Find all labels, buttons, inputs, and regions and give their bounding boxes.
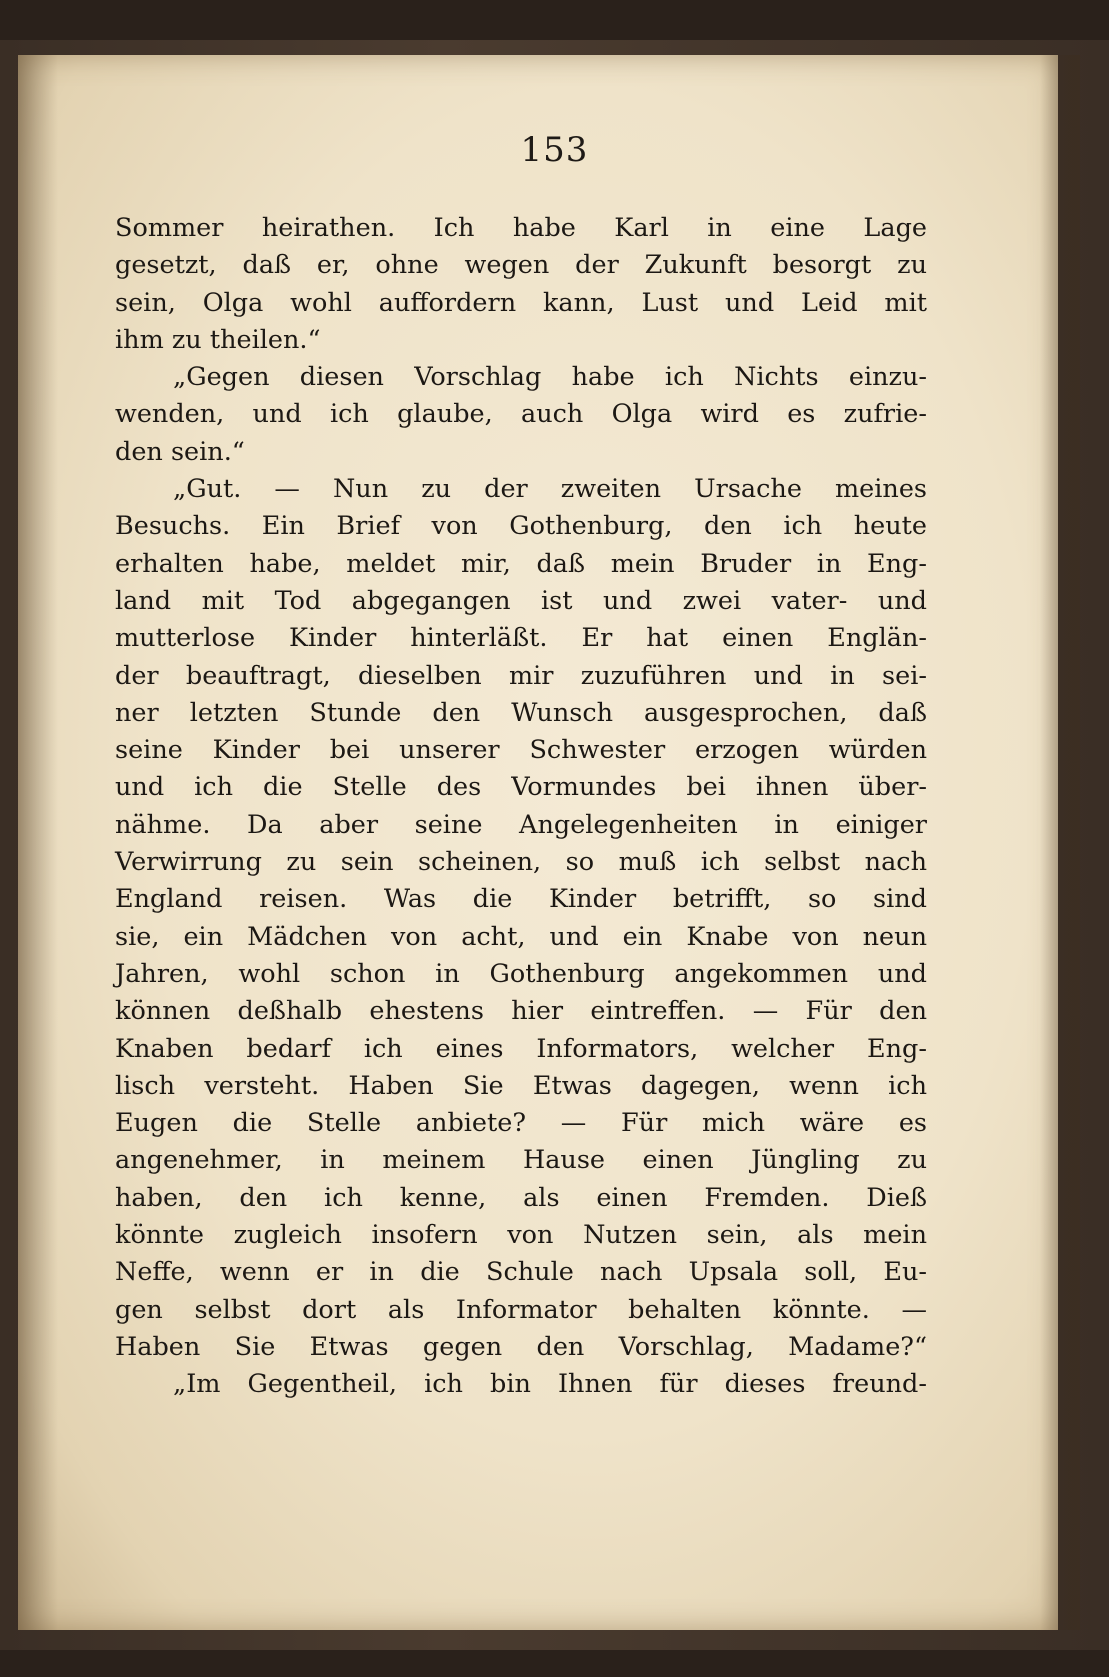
text-line: Verwirrung zu sein scheinen, so muß ich selbst nach (115, 847, 927, 878)
text-line: England reisen. Was die Kinder betrifft, so sind (115, 884, 927, 915)
text-line: Jahren, wohl schon in Gothenburg angekommen und (115, 958, 927, 989)
text-line: „Gut. — Nun zu der zweiten Ursache meines (173, 474, 927, 505)
text-line: land mit Tod abgegangen ist und zwei vater- und (115, 585, 927, 616)
text-line: Sommer heirathen. Ich habe Karl in eine Lage (115, 213, 927, 243)
text-line: „Gegen diesen Vorschlag habe ich Nichts einzu- (173, 362, 927, 393)
text-line: Haben Sie Etwas gegen den Vorschlag, Madame?“ (115, 1331, 927, 1362)
page-number: 153 (520, 130, 589, 170)
text-line: angenehmer, in meinem Hause einen Jüngling zu (115, 1145, 927, 1176)
text-line: Besuchs. Ein Brief von Gothenburg, den ich heute (115, 511, 927, 542)
text-line: sie, ein Mädchen von acht, und ein Knabe von neun (115, 921, 927, 952)
text-line: wenden, und ich glaube, auch Olga wird es zufrie- (115, 399, 927, 430)
text-line: mutterlose Kinder hinterläßt. Er hat einen Englän- (115, 623, 927, 654)
text-line: lisch versteht. Haben Sie Etwas dagegen, wenn ich (115, 1070, 927, 1101)
text-line: erhalten habe, meldet mir, daß mein Bruder in Eng- (115, 548, 927, 579)
text-line: nähme. Da aber seine Angelegenheiten in einiger (115, 809, 927, 840)
text-line: gesetzt, daß er, ohne wegen der Zukunft besorgt zu (115, 250, 927, 281)
page-right-edge (1040, 55, 1080, 1630)
text-line: ner letzten Stunde den Wunsch ausgesprochen, daß (115, 697, 927, 728)
text-line: gen selbst dort als Informator behalten könnte. — (115, 1294, 927, 1325)
text-line: haben, den ich kenne, als einen Fremden. Dieß (115, 1182, 927, 1213)
text-line: und ich die Stelle des Vormundes bei ihnen über- (115, 772, 927, 803)
text-line: „Im Gegentheil, ich bin Ihnen für dieses freund- (173, 1369, 927, 1400)
text-line: seine Kinder bei unserer Schwester erzogen würden (115, 735, 927, 766)
text-line: Knaben bedarf ich eines Informators, welcher Eng- (115, 1033, 927, 1064)
text-line: können deßhalb ehestens hier eintreffen. — Für den (115, 996, 927, 1027)
text-line: Neffe, wenn er in die Schule nach Upsala soll, Eu- (115, 1257, 927, 1288)
text-line: Eugen die Stelle anbiete? — Für mich wäre es (115, 1108, 927, 1139)
text-line: könnte zugleich insofern von Nutzen sein, als mein (115, 1220, 927, 1251)
text-line: den sein.“ (115, 436, 245, 467)
text-line: sein, Olga wohl auffordern kann, Lust und Leid mit (115, 287, 927, 318)
text-line: der beauftragt, dieselben mir zuzuführen und in sei- (115, 660, 927, 691)
spine-shadow (18, 55, 58, 1630)
page-text (115, 210, 927, 1404)
text-line: ihm zu theilen.“ (115, 324, 321, 355)
